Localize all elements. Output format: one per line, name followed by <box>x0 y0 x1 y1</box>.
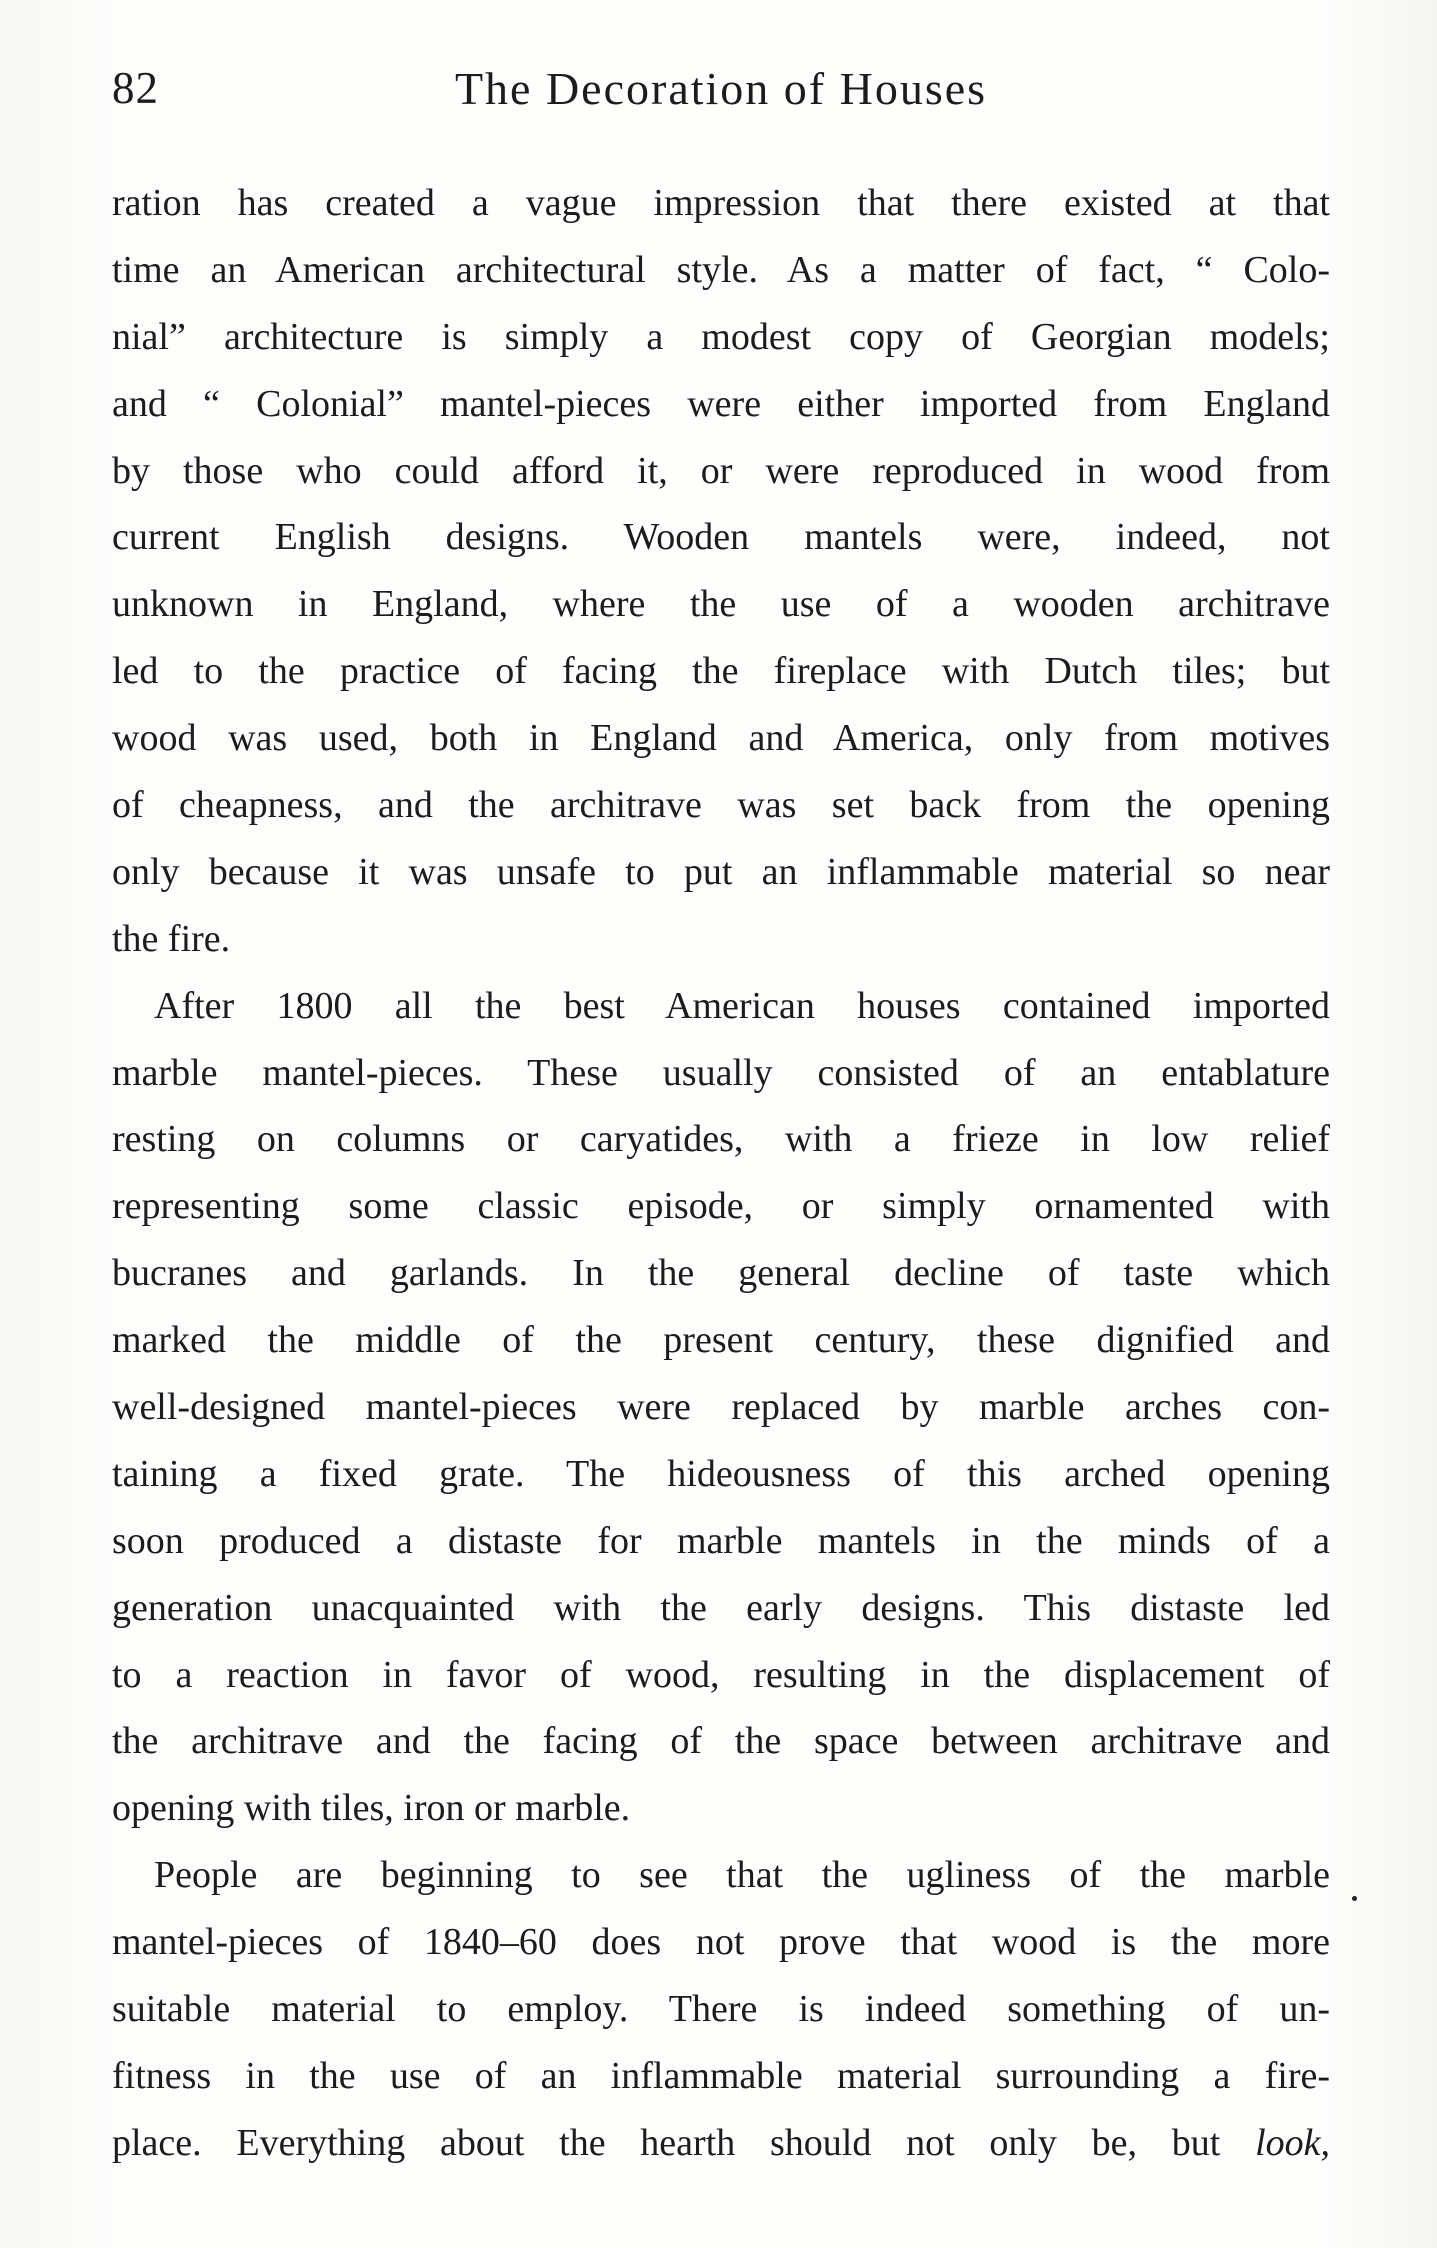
paragraph-2 <box>112 973 1330 1843</box>
running-title: The Decoration of Houses <box>454 63 988 114</box>
text-line: fitness in the use of an inflammable material surrounding a fire- <box>112 2054 1330 2097</box>
text-line: well-designed mantel-pieces were replaced by marble arches con- <box>112 1386 1330 1429</box>
text-line: representing some classic episode, or simply ornamented with <box>112 1185 1330 1228</box>
text-line: current English designs. Wooden mantels were, indeed, not <box>112 516 1330 559</box>
text-line: nial” architecture is simply a modest copy of Georgian models; <box>112 315 1330 358</box>
text-line: After 1800 all the best American houses contained imported <box>154 984 1330 1027</box>
paragraph-3 <box>112 1842 1330 2176</box>
text-line: of cheapness, and the architrave was set back from the opening <box>112 784 1330 827</box>
text-line: mantel-pieces of 1840–60 does not prove that wood is the more <box>112 1921 1330 1964</box>
text-line: People are beginning to see that the ugliness of the marble <box>154 1854 1330 1897</box>
page-number: 82 <box>112 63 159 113</box>
text-line: marble mantel-pieces. These usually consisted of an entablature <box>112 1051 1330 1094</box>
text-line: marked the middle of the present century, these dignified and <box>112 1319 1330 1362</box>
text-line: the fire. <box>112 917 231 960</box>
text-line: by those who could afford it, or were reproduced in wood from <box>112 449 1330 492</box>
text-line: ration has created a vague impression that there existed at that <box>112 182 1330 224</box>
text-line: resting on columns or caryatides, with a frieze in low relief <box>112 1118 1330 1161</box>
text-line: opening with tiles, iron or marble. <box>112 1787 631 1830</box>
text-line: time an American architectural style. As a matter of fact, “ Colo- <box>112 248 1330 291</box>
text-line: bucranes and garlands. In the general decline of taste which <box>112 1252 1330 1295</box>
text-line: unknown in England, where the use of a wooden architrave <box>112 583 1330 626</box>
text-line: only because it was unsafe to put an inflammable material so near <box>112 850 1330 893</box>
italic-word: look, <box>1255 2121 1330 2164</box>
text-line: suitable material to employ. There is indeed something of un- <box>112 1988 1330 2031</box>
text-line: led to the practice of facing the fireplace with Dutch tiles; but <box>112 650 1330 693</box>
text-line: the architrave and the facing of the space between architrave and <box>112 1720 1330 1763</box>
text-run: place. Everything about the hearth should not only be, but <box>112 2121 1256 2164</box>
text-line: generation unacquainted with the early designs. This distaste led <box>112 1586 1330 1629</box>
text-line: wood was used, both in England and America, only from motives <box>112 717 1330 760</box>
running-head <box>112 62 1330 132</box>
ink-speck <box>1352 1896 1357 1901</box>
text-line: to a reaction in favor of wood, resulting in the displacement of <box>112 1653 1330 1696</box>
body-text <box>112 170 1330 2177</box>
text-line-final <box>112 2110 1330 2177</box>
text-line: and “ Colonial” mantel-pieces were either imported from England <box>112 382 1330 425</box>
paragraph-1 <box>112 170 1330 973</box>
text-line: taining a fixed grate. The hideousness of this arched opening <box>112 1452 1330 1495</box>
text-line: soon produced a distaste for marble mantels in the minds of a <box>112 1519 1330 1562</box>
